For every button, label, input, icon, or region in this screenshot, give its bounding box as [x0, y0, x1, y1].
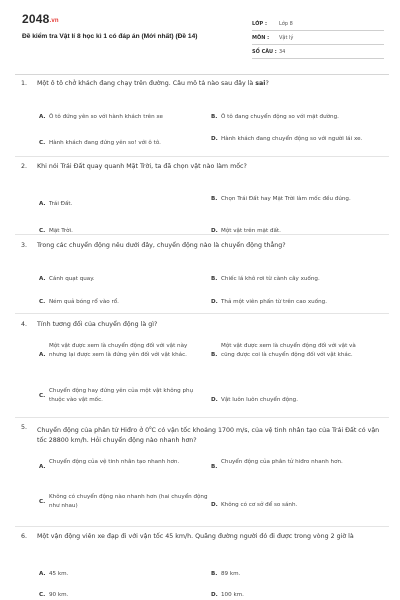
question-divider [15, 234, 389, 235]
option-letter: D. [211, 502, 218, 508]
site-logo[interactable] [22, 12, 59, 26]
question-text-part: Tính tương đối của chuyển động là gì? [37, 321, 158, 328]
meta-row-class [252, 17, 384, 31]
question-text [15, 79, 389, 89]
question-number: 2. [21, 163, 28, 170]
option-letter: D. [211, 136, 218, 142]
option-letter: B. [211, 114, 218, 120]
option-d[interactable] [211, 591, 381, 600]
option-letter: A. [39, 464, 46, 470]
option-text: Một vật được xem là chuyển động đối với vật và cũng được coi là chuyển động đối với vật khác. [221, 343, 356, 358]
question-number: 3. [21, 242, 28, 249]
question-1 [15, 79, 389, 149]
question-text-part: Khi nói Trái Đất quay quanh Mặt Trời, ta đã chọn vật nào làm mốc? [37, 163, 247, 170]
meta-value: 34 [279, 48, 286, 55]
option-a[interactable] [39, 113, 209, 122]
exam-sheet [15, 12, 387, 598]
option-text: 90 km. [49, 592, 69, 598]
option-d[interactable] [211, 298, 389, 307]
question-2 [15, 162, 389, 242]
question-3 [15, 241, 389, 316]
option-a[interactable] [39, 458, 199, 470]
option-a[interactable] [39, 570, 209, 579]
option-letter: A. [39, 352, 46, 358]
option-c[interactable] [39, 387, 199, 405]
question-text [15, 241, 389, 251]
option-text: Chuyển động của vệ tinh nhân tạo nhanh hơn. [49, 459, 180, 465]
option-b[interactable] [211, 275, 389, 284]
option-letter: C. [39, 393, 46, 399]
option-text: Hành khách đang đứng yên so! với ô tô. [49, 140, 161, 146]
option-c[interactable] [39, 298, 209, 307]
option-letter: C. [39, 592, 46, 598]
option-text: 45 km. [49, 571, 69, 577]
option-b[interactable] [211, 195, 367, 204]
option-letter: D. [211, 397, 218, 403]
option-text: Không có chuyển động nào nhanh hơn (hai chuyển động như nhau) [49, 494, 208, 509]
option-letter: D. [211, 299, 218, 305]
question-number: 5. [21, 424, 28, 431]
question-number: 4. [21, 321, 28, 328]
option-b[interactable] [211, 570, 381, 579]
option-letter: C. [39, 299, 46, 305]
meta-key: LỚP : [252, 20, 267, 27]
option-b[interactable] [211, 113, 389, 122]
question-text-emphasis: sai [255, 80, 266, 87]
option-text: Ném quả bóng rổ vào rổ. [49, 299, 119, 305]
question-text-part: ? [265, 80, 269, 87]
meta-row-subject [252, 31, 384, 45]
option-text: Ô tô đứng yên so với hành khách trên xe [49, 114, 163, 120]
option-text: Không có cơ sở để so sánh. [221, 502, 298, 508]
option-d[interactable] [211, 396, 381, 405]
option-text: Trái Đất. [49, 201, 73, 207]
question-text [15, 162, 389, 172]
option-letter: A. [39, 114, 46, 120]
option-a[interactable] [39, 275, 209, 284]
question-text-part: Chuyển động của phân tử Hiđro ở 0 [37, 427, 150, 434]
exam-meta-table [252, 17, 384, 59]
question-number: 6. [21, 533, 28, 540]
option-letter: A. [39, 201, 46, 207]
question-text-part: Một vận động viên xe đạp đi với vận tốc 45 km/h. Quãng đường người đó đi được trong vòng 2 giờ là [37, 533, 354, 540]
option-text: Chiếc lá khô rơi từ cành cây xuống. [221, 276, 320, 282]
meta-key: SỐ CÂU : [252, 48, 277, 55]
option-c[interactable] [39, 493, 209, 511]
question-divider [15, 417, 389, 418]
option-text: Thả một viên phấn từ trên cao xuống. [221, 299, 327, 305]
option-letter: B. [211, 352, 218, 358]
option-text: Chọn Trái Đất hay Mặt Trời làm mốc đều đúng. [221, 196, 351, 202]
question-4 [15, 320, 389, 415]
meta-value: Vật lý [279, 34, 294, 41]
option-c[interactable] [39, 139, 209, 148]
option-letter: B. [211, 196, 218, 202]
option-letter: C. [39, 140, 46, 146]
option-text: Một vật được xem là chuyển động đối với vật này nhưng lại được xem là đứng yên đối với vật khác. [49, 343, 188, 358]
meta-value: Lớp 8 [279, 20, 293, 27]
question-text-superscript: o [149, 425, 152, 430]
option-text: Ô tô đang chuyển động so với mặt đường. [221, 114, 339, 120]
document-title: Đề kiểm tra Vật lí 8 học kì 1 có đáp án (Mới nhất) (Đề 14) [22, 33, 198, 40]
option-text: Mặt Trời. [49, 228, 73, 234]
option-text: Vật luôn luôn chuyển động. [221, 397, 299, 403]
question-text [15, 320, 389, 330]
option-text: Cánh quạt quay. [49, 276, 95, 282]
option-text: Chuyển động của phân tử hiđro nhanh hơn. [221, 459, 343, 465]
option-text: 100 km. [221, 592, 244, 598]
option-letter: D. [211, 592, 218, 598]
option-d[interactable] [211, 135, 381, 144]
option-a[interactable] [39, 342, 199, 360]
question-text-part: C có vận tốc khoảng 1700 m/s, của vệ tinh nhân tạo của Trái Đất có vận tốc 28800 km/h. Hỏi chuyển động nào nhanh hơn? [37, 427, 380, 444]
question-divider [15, 156, 389, 157]
option-text: Chuyển động hay đứng yên của một vật không phụ thuộc vào vật mốc. [49, 388, 194, 403]
option-b[interactable] [211, 458, 371, 470]
option-letter: B. [211, 464, 218, 470]
question-number: 1. [21, 80, 28, 87]
question-text-part: Trong các chuyển động nêu dưới đây, chuyển động nào là chuyển động thẳng? [37, 242, 286, 249]
meta-key: MÔN : [252, 34, 270, 41]
logo-main: 2048 [22, 12, 50, 26]
question-text [15, 532, 389, 542]
option-letter: A. [39, 276, 46, 282]
option-d[interactable] [211, 501, 381, 510]
option-letter: B. [211, 276, 218, 282]
question-divider [15, 313, 389, 314]
option-letter: A. [39, 571, 46, 577]
question-6 [15, 532, 389, 600]
option-b[interactable] [211, 342, 371, 360]
question-divider [15, 526, 389, 527]
option-c[interactable] [39, 591, 209, 600]
meta-row-count [252, 45, 384, 59]
header-divider [15, 74, 389, 75]
option-letter: D. [211, 228, 218, 234]
option-a[interactable] [39, 200, 209, 209]
option-text: Một vật trên mặt đất. [221, 228, 281, 234]
option-text: Hành khách đang chuyển động so với người lái xe. [221, 136, 363, 142]
logo-tld: .vn [49, 18, 59, 24]
option-text: 89 km. [221, 571, 241, 577]
option-letter: C. [39, 499, 46, 505]
option-letter: C. [39, 228, 46, 234]
option-letter: B. [211, 571, 218, 577]
question-text [15, 423, 389, 446]
question-text-part: Một ô tô chở khách đang chạy trên đường. Câu mô tả nào sau đây là [37, 80, 256, 87]
page-header [15, 12, 387, 70]
question-5 [15, 423, 389, 523]
